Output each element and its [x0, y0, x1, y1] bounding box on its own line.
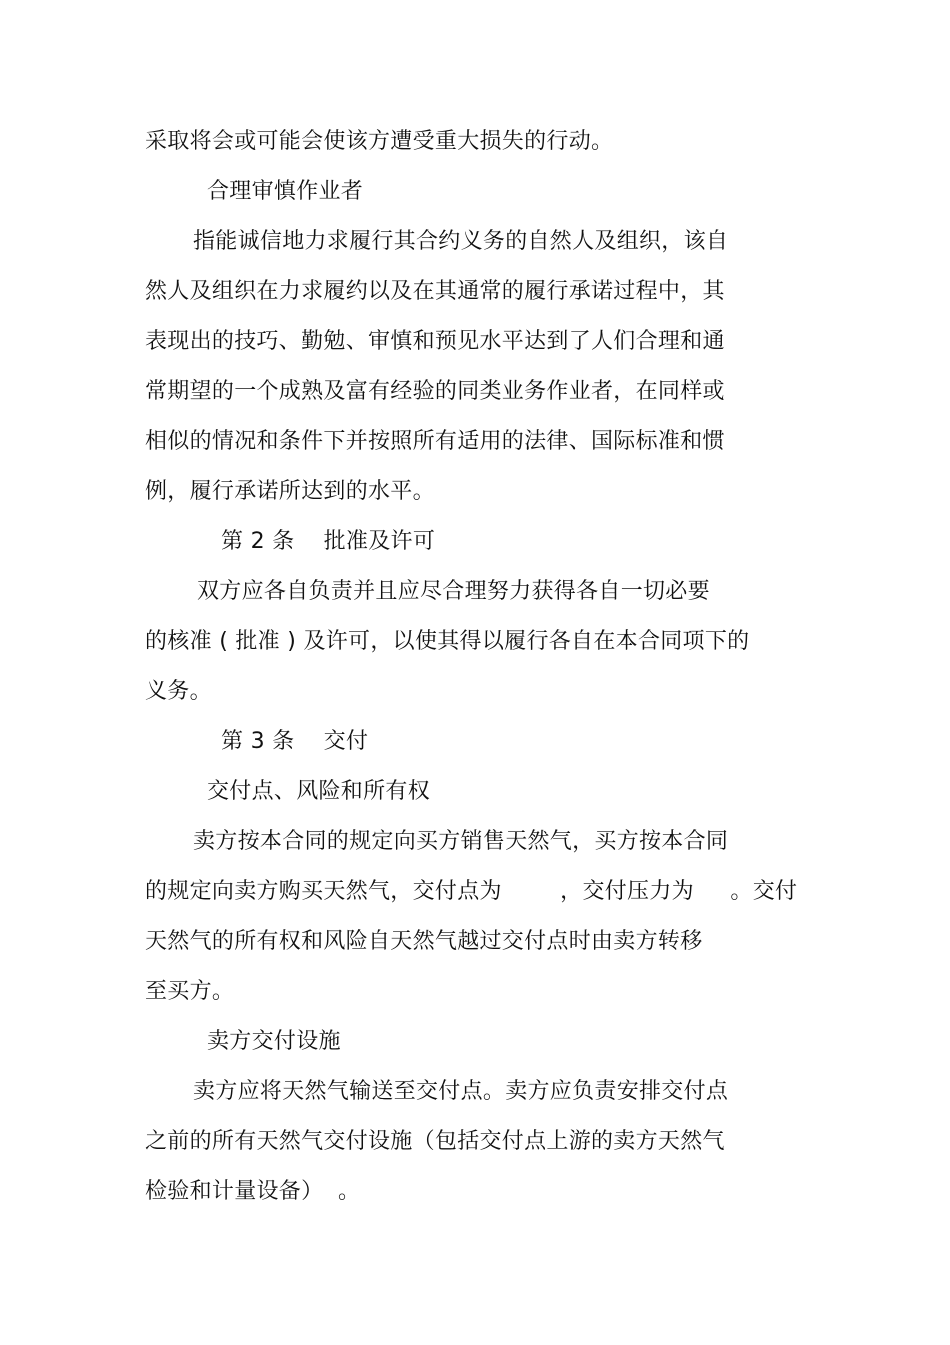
paragraph-line-6: 常期望的一个成熟及富有经验的同类业务作业者，在同样或 [145, 379, 725, 404]
section-heading-delivery-point: 交付点、风险和所有权 [207, 779, 431, 804]
paragraph-line-18: 至买方。 [145, 979, 235, 1004]
section-heading-seller-facilities: 卖方交付设施 [207, 1029, 341, 1054]
paragraph-line-1: 采取将会或可能会使该方遭受重大损失的行动。 [145, 129, 614, 154]
article-2-heading: 第 2 条 批准及许可 [221, 529, 436, 554]
paragraph-line-4: 然人及组织在力求履约以及在其通常的履行承诺过程中，其 [145, 279, 725, 304]
paragraph-line-15: 卖方按本合同的规定向买方销售天然气，买方按本合同 [193, 829, 729, 854]
paragraph-line-21: 之前的所有天然气交付设施（包括交付点上游的卖方天然气 [145, 1129, 725, 1154]
article-3-heading: 第 3 条 交付 [221, 729, 369, 754]
paragraph-line-16: 的规定向卖方购买天然气，交付点为 ，交付压力为 。交付 [145, 879, 798, 904]
paragraph-line-17: 天然气的所有权和风险自天然气越过交付点时由卖方转移 [145, 929, 703, 954]
section-heading-prudent-operator: 合理审慎作业者 [207, 179, 364, 204]
paragraph-line-8: 例，履行承诺所达到的水平。 [145, 479, 435, 504]
paragraph-line-11: 的核准 ( 批准 ) 及许可，以使其得以履行各自在本合同项下的 [145, 629, 750, 654]
paragraph-line-22: 检验和计量设备） 。 [145, 1179, 361, 1204]
paragraph-line-3: 指能诚信地力求履行其合约义务的自然人及组织，该自 [193, 229, 729, 254]
paragraph-line-12: 义务。 [145, 679, 212, 704]
paragraph-line-20: 卖方应将天然气输送至交付点。卖方应负责安排交付点 [193, 1079, 729, 1104]
paragraph-line-10: 双方应各自负责并且应尽合理努力获得各自一切必要 [197, 579, 710, 604]
paragraph-line-7: 相似的情况和条件下并按照所有适用的法律、国际标准和惯 [145, 429, 725, 454]
paragraph-line-5: 表现出的技巧、勤勉、审慎和预见水平达到了人们合理和通 [145, 329, 725, 354]
